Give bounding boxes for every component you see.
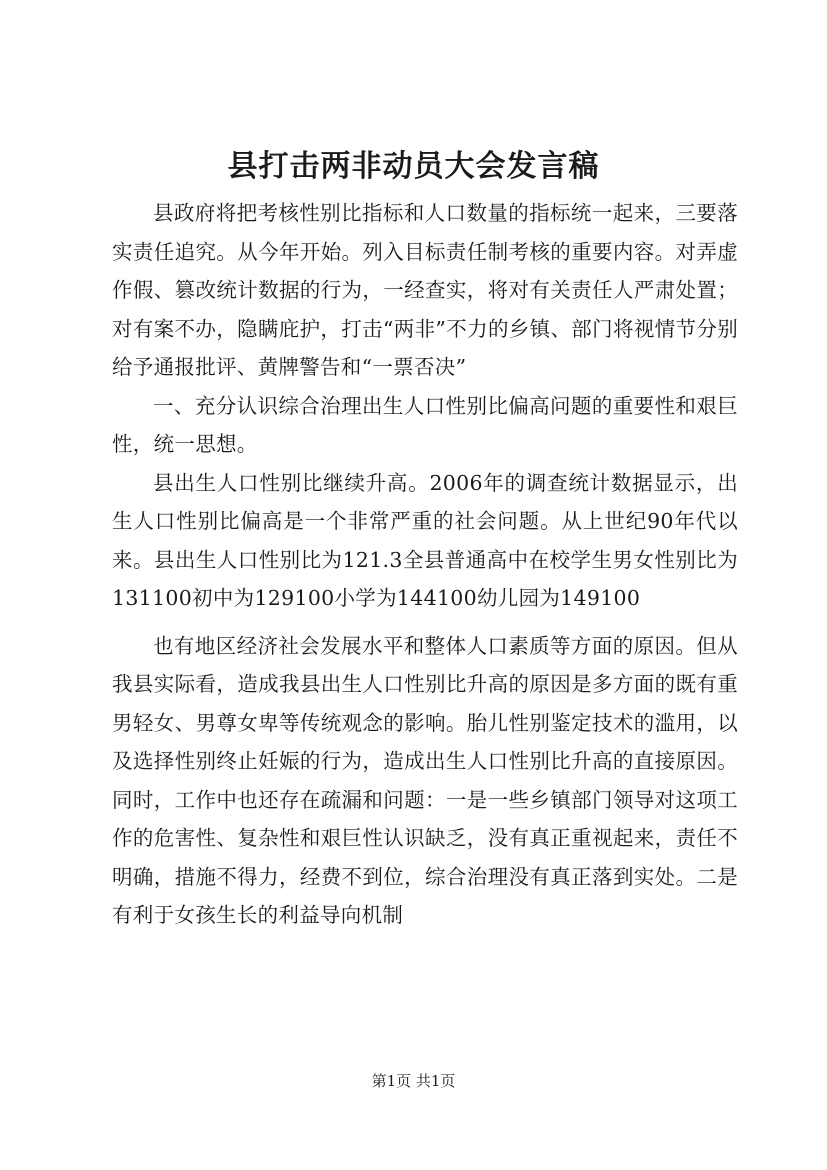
document-body <box>112 194 738 935</box>
paragraph-3: 县出生人口性别比继续升高。2006年的调查统计数据显示，出生人口性别比偏高是一个非常严重的社会问题。从上世纪90年代以来。县出生人口性别比为121.3全县普通高中在校学生男女性别比为131100初中为129100小学为144100幼儿园为149100 <box>112 470 738 610</box>
paragraph-4: 也有地区经济社会发展水平和整体人口素质等方面的原因。但从我县实际看，造成我县出生人口性别比升高的原因是多方面的既有重男轻女、男尊女卑等传统观念的影响。胎儿性别鉴定技术的滥用，以及选择性别终止妊娠的行为，造成出生人口性别比升高的直接原因。同时，工作中也还存在疏漏和问题：一是一些乡镇部门领导对这项工作的危害性、复杂性和艰巨性认识缺乏，没有真正重视起来，责任不明确，措施不得力，经费不到位，综合治理没有真正落到实处。二是有利于女孩生长的利益导向机制 <box>112 633 738 927</box>
page-number-footer: 第1页 共1页 <box>371 1072 456 1090</box>
paragraph-1: 县政府将把考核性别比指标和人口数量的指标统一起来，三要落实责任追究。从今年开始。列入目标责任制考核的重要内容。对弄虚作假、篡改统计数据的行为，一经查实，将对有关责任人严肃处置；对有案不办，隐瞒庇护，打击“两非”不力的乡镇、部门将视情节分别给予通报批评、黄牌警告和“一票否决” <box>112 201 738 379</box>
paragraph-2: 一、充分认识综合治理出生人口性别比偏高问题的重要性和艰巨性，统一思想。 <box>112 393 738 456</box>
document-title: 县打击两非动员大会发言稿 <box>227 149 600 184</box>
